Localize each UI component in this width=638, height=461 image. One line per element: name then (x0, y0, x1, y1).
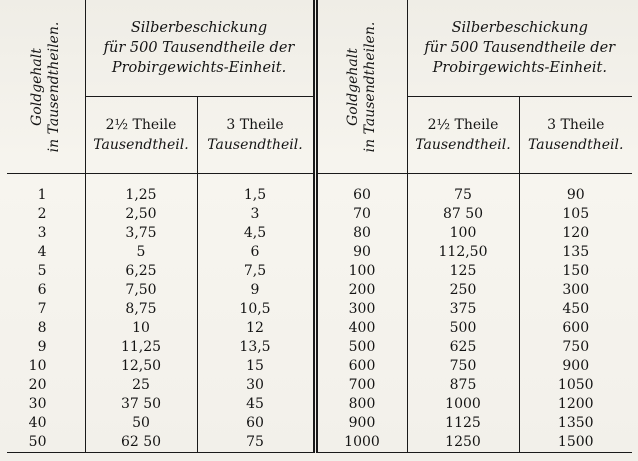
left-silver-b-cell: 13,5 (197, 338, 315, 357)
silver-charge-table (7, 0, 632, 453)
table-row (7, 433, 632, 453)
left-gold-cell: 7 (37, 301, 47, 317)
left-gold-cell: 6 (37, 282, 47, 298)
left-gold-cell: 50 (7, 433, 85, 453)
left-silver-a-cell: 11,25 (85, 338, 197, 357)
left-silver-b-cell: 1,5 (197, 186, 315, 205)
left-silver-a-cell: 62 50 (85, 433, 197, 453)
table-row (7, 300, 632, 319)
left-gold-cell: 5 (37, 263, 47, 279)
right-silver-a-cell: 87 50 (407, 205, 519, 224)
right-silver-a-cell: 250 (407, 281, 519, 300)
left-gold-cell: 30 (28, 396, 47, 412)
left-silver-a-cell: 7,50 (85, 281, 197, 300)
spacer-row (7, 174, 632, 187)
right-silver-a-cell: 125 (407, 262, 519, 281)
right-gold-cell: 800 (315, 395, 407, 414)
left-silver-a-cell: 3,75 (85, 224, 197, 243)
left-gold-cell: 3 (37, 225, 47, 241)
right-gold-cell: 100 (315, 262, 407, 281)
left-gold-header: Goldgehalt in Tausendtheilen. (7, 0, 85, 174)
left-silver-a-cell: 2,50 (85, 205, 197, 224)
left-silver-a-cell: 8,75 (85, 300, 197, 319)
left-gold-cell: 2 (37, 206, 47, 222)
left-gold-cell: 20 (28, 377, 47, 393)
left-gold-cell: 9 (37, 339, 47, 355)
left-silver-a-cell: 25 (85, 376, 197, 395)
table-row (7, 357, 632, 376)
right-silver-b-cell: 450 (519, 300, 632, 319)
table-row (7, 186, 632, 205)
left-gold-cell: 1 (37, 187, 47, 203)
right-silver-b-cell: 150 (519, 262, 632, 281)
right-silver-b-cell: 600 (519, 319, 632, 338)
table-row (7, 319, 632, 338)
left-silver-b-cell: 9 (197, 281, 315, 300)
right-silver-b-cell: 1350 (519, 414, 632, 433)
left-silver-b-cell: 15 (197, 357, 315, 376)
right-silver-a-cell: 375 (407, 300, 519, 319)
table-row (7, 205, 632, 224)
left-silver-a-cell: 1,25 (85, 186, 197, 205)
right-silver-a-cell: 1125 (407, 414, 519, 433)
left-silver-b-cell: 75 (197, 433, 315, 453)
right-silver-b-cell: 1200 (519, 395, 632, 414)
right-gold-header: Goldgehalt in Tausendtheilen. (315, 0, 407, 174)
right-silver-b-cell: 1500 (519, 433, 632, 453)
table-row (7, 338, 632, 357)
left-sub-header-b: 3 Theile Tausendtheil. (197, 97, 315, 174)
left-gold-cell: 10 (28, 358, 47, 374)
left-sub-header-a: 2½ Theile Tausendtheil. (85, 97, 197, 174)
left-silver-header: Silberbeschickung für 500 Tausendtheile der Probirgewichts-Einheit. (85, 0, 315, 97)
left-silver-b-cell: 45 (197, 395, 315, 414)
left-silver-a-cell: 12,50 (85, 357, 197, 376)
left-gold-cell: 4 (37, 244, 47, 260)
right-gold-cell: 900 (315, 414, 407, 433)
right-gold-cell: 200 (315, 281, 407, 300)
table-row (7, 243, 632, 262)
right-gold-cell: 400 (315, 319, 407, 338)
left-silver-a-cell: 50 (85, 414, 197, 433)
left-silver-b-cell: 3 (197, 205, 315, 224)
left-gold-cell: 40 (28, 415, 47, 431)
left-silver-b-cell: 10,5 (197, 300, 315, 319)
table-row (7, 376, 632, 395)
right-silver-b-cell: 90 (519, 186, 632, 205)
right-silver-a-cell: 1000 (407, 395, 519, 414)
left-silver-a-cell: 37 50 (85, 395, 197, 414)
left-silver-b-cell: 60 (197, 414, 315, 433)
left-silver-b-cell: 4,5 (197, 224, 315, 243)
left-gold-cell: 8 (37, 320, 47, 336)
table-row (7, 224, 632, 243)
right-gold-cell: 600 (315, 357, 407, 376)
right-silver-a-cell: 875 (407, 376, 519, 395)
right-silver-a-cell: 75 (407, 186, 519, 205)
left-silver-a-cell: 5 (85, 243, 197, 262)
right-silver-b-cell: 105 (519, 205, 632, 224)
table-body (7, 174, 632, 453)
right-sub-header-b: 3 Theile Tausendtheil. (519, 97, 632, 174)
left-silver-b-cell: 6 (197, 243, 315, 262)
right-silver-a-cell: 1250 (407, 433, 519, 453)
right-gold-cell: 300 (315, 300, 407, 319)
right-silver-a-cell: 100 (407, 224, 519, 243)
right-gold-cell: 1000 (315, 433, 407, 453)
left-silver-b-cell: 7,5 (197, 262, 315, 281)
right-silver-b-cell: 900 (519, 357, 632, 376)
right-gold-cell: 700 (315, 376, 407, 395)
right-silver-a-cell: 112,50 (407, 243, 519, 262)
right-silver-b-cell: 750 (519, 338, 632, 357)
right-silver-header: Silberbeschickung für 500 Tausendtheile der Probirgewichts-Einheit. (407, 0, 632, 97)
right-silver-b-cell: 1050 (519, 376, 632, 395)
right-gold-cell: 500 (315, 338, 407, 357)
right-gold-cell: 70 (315, 205, 407, 224)
left-silver-b-cell: 30 (197, 376, 315, 395)
table-row (7, 395, 632, 414)
right-gold-cell: 60 (315, 186, 407, 205)
left-silver-a-cell: 6,25 (85, 262, 197, 281)
right-gold-cell: 90 (315, 243, 407, 262)
right-silver-a-cell: 500 (407, 319, 519, 338)
left-silver-b-cell: 12 (197, 319, 315, 338)
right-silver-a-cell: 625 (407, 338, 519, 357)
right-sub-header-a: 2½ Theile Tausendtheil. (407, 97, 519, 174)
right-silver-b-cell: 120 (519, 224, 632, 243)
table-row (7, 262, 632, 281)
left-silver-a-cell: 10 (85, 319, 197, 338)
right-silver-a-cell: 750 (407, 357, 519, 376)
table-row (7, 281, 632, 300)
right-gold-cell: 80 (315, 224, 407, 243)
right-silver-b-cell: 135 (519, 243, 632, 262)
right-silver-b-cell: 300 (519, 281, 632, 300)
table-row (7, 414, 632, 433)
